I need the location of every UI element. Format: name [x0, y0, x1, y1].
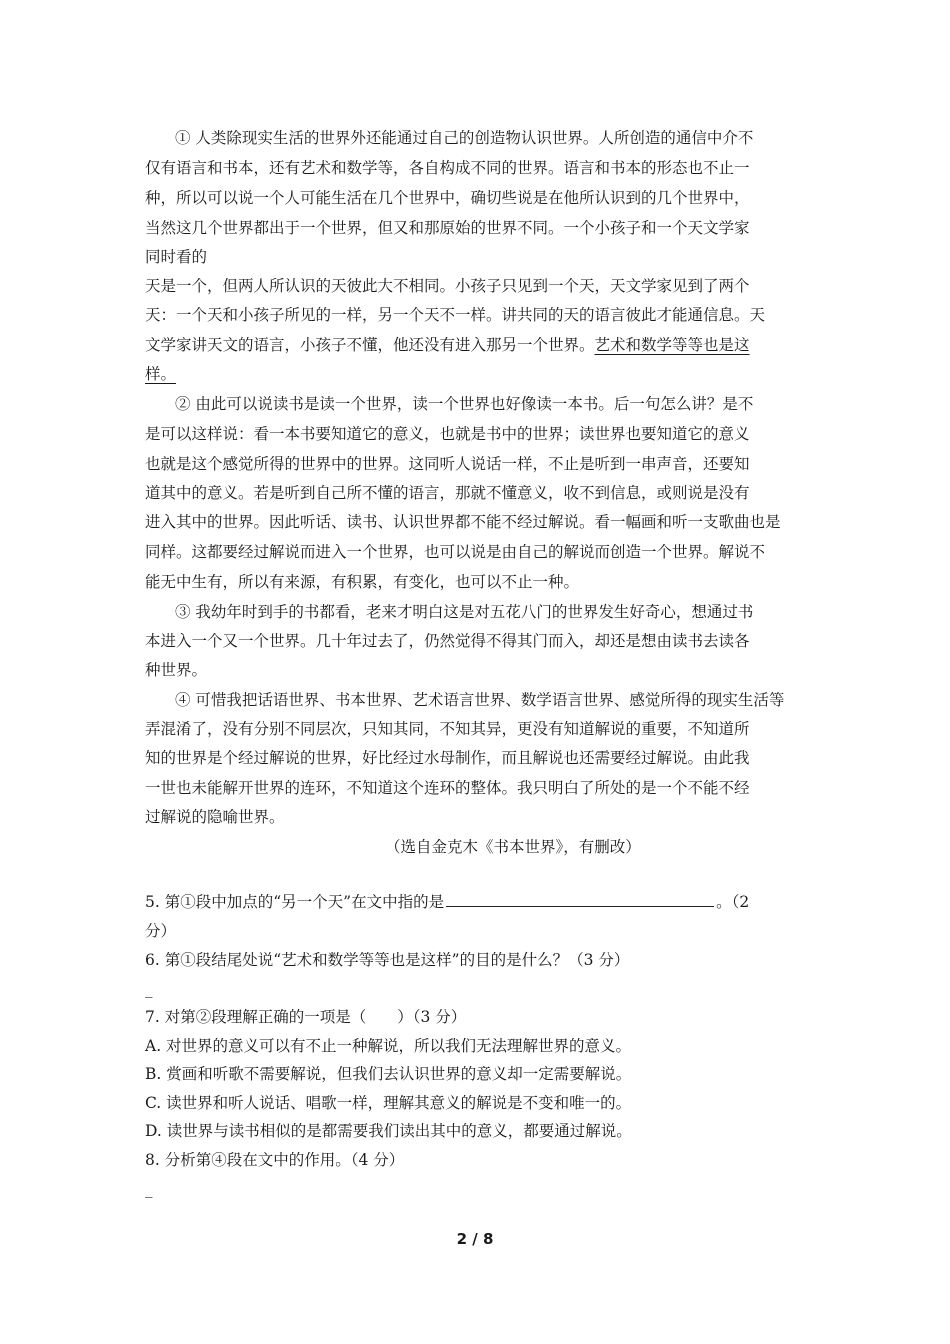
- option-c[interactable]: C. 读世界和听人说话、唱歌一样，理解其意义的解说是不变和唯一的。: [145, 1094, 632, 1112]
- paragraph-2-line-6: 同样。这都要经过解说而进入一个世界，也可以说是由自己的解说而创造一个世界。解说不: [145, 543, 766, 561]
- question-5-points: 。（2: [716, 893, 750, 911]
- question-7: 7. 对第②段理解正确的一项是（ ）（3 分）: [145, 1008, 467, 1026]
- paragraph-2-line-3: 也就是这个感觉所得的世界中的世界。这同听人说话一样，不止是听到一串声音，还要知: [145, 455, 750, 473]
- answer-blank[interactable]: [446, 892, 714, 907]
- page-number: 2 / 8: [456, 1230, 494, 1248]
- paragraph-1-line-8-text: 文学家讲天文的语言，小孩子不懂，他还没有进入那另一个世界。: [145, 336, 595, 354]
- option-b[interactable]: B. 赏画和听歌不需要解说，但我们去认识世界的意义却一定需要解说。: [145, 1065, 632, 1083]
- question-6-answer-line[interactable]: _: [145, 980, 153, 998]
- question-5: [145, 892, 749, 912]
- paragraph-4-line-4: 一世也未能解开世界的连环，不知道这个连环的整体。我只明白了所处的是一个不能不经: [145, 779, 750, 797]
- paragraph-1-line-1: ① 人类除现实生活的世界外还能通过自己的创造物认识世界。人所创造的通信中介不: [175, 129, 754, 147]
- paragraph-2-line-7: 能无中生有，所以有来源，有积累，有变化，也可以不止一种。: [145, 573, 580, 591]
- paragraph-2-line-1: ② 由此可以说读书是读一个世界，读一个世界也好像读一本书。后一句怎么讲？是不: [175, 395, 754, 413]
- paragraph-1-line-9: [145, 364, 176, 384]
- question-6: 6. 第①段结尾处说“艺术和数学等等也是这样”的目的是什么？（3 分）: [145, 951, 630, 969]
- question-8: 8. 分析第④段在文中的作用。（4 分）: [145, 1151, 405, 1169]
- question-5-continuation: 分）: [145, 922, 177, 940]
- paragraph-4-line-2: 弄混淆了，没有分别不同层次，只知其同，不知其异，更没有知道解说的重要，不知道所: [145, 720, 750, 738]
- source-citation: （选自金克木《书本世界》，有删改）: [385, 838, 641, 856]
- paragraph-3-line-3: 种世界。: [145, 661, 208, 679]
- paragraph-1-line-4: 当然这几个世界都出于一个世界，但又和那原始的世界不同。一个小孩子和一个天文学家: [145, 219, 750, 237]
- underlined-phrase: 艺术和数学等等也是这: [594, 336, 750, 354]
- underlined-phrase-end: 样。: [145, 365, 177, 383]
- paragraph-1-line-3: 种，所以可以说一个人可能生活在几个世界中，确切些说是在他所认识到的几个世界中，: [145, 189, 750, 207]
- paragraph-1-line-6: 天是一个，但两人所认识的天彼此大不相同。小孩子只见到一个天，天文学家见到了两个: [145, 277, 750, 295]
- question-8-answer-line[interactable]: _: [145, 1180, 153, 1198]
- paragraph-2-line-5: 进入其中的世界。因此听话、读书、认识世界都不能不经过解说。看一幅画和听一支歌曲也是: [145, 513, 781, 531]
- question-5-text: 5. 第①段中加点的“另一个天”在文中指的是: [145, 893, 445, 911]
- paragraph-1-line-7: 天：一个天和小孩子所见的一样，另一个天不一样。讲共同的天的语言彼此才能通信息。天: [145, 306, 766, 324]
- paragraph-1-line-5: 同时看的: [145, 248, 208, 266]
- paragraph-4-line-3: 知的世界是个经过解说的世界，好比经过水母制作，而且解说也还需要经过解说。由此我: [145, 749, 750, 767]
- paragraph-4-line-5: 过解说的隐喻世界。: [145, 808, 285, 826]
- paragraph-2-line-2: 是可以这样说：看一本书要知道它的意义，也就是书中的世界；读世界也要知道它的意义: [145, 425, 750, 443]
- option-d[interactable]: D. 读世界与读书相似的是都需要我们读出其中的意义，都要通过解说。: [145, 1122, 632, 1140]
- paragraph-3-line-1: ③ 我幼年时到手的书都看，老来才明白这是对五花八门的世界发生好奇心，想通过书: [175, 603, 754, 621]
- paragraph-3-line-2: 本进入一个又一个世界。几十年过去了，仍然觉得不得其门而入，却还是想由读书去读各: [145, 632, 750, 650]
- paragraph-2-line-4: 道其中的意义。若是听到自己所不懂的语言，那就不懂意义，收不到信息，或则说是没有: [145, 484, 750, 502]
- paragraph-1-line-8: [145, 335, 750, 355]
- paragraph-1-line-2: 仅有语言和书本，还有艺术和数学等，各自构成不同的世界。语言和书本的形态也不止一: [145, 159, 750, 177]
- paragraph-4-line-1: ④ 可惜我把话语世界、书本世界、艺术语言世界、数学语言世界、感觉所得的现实生活等: [175, 691, 785, 709]
- option-a[interactable]: A. 对世界的意义可以有不止一种解说，所以我们无法理解世界的意义。: [145, 1037, 632, 1055]
